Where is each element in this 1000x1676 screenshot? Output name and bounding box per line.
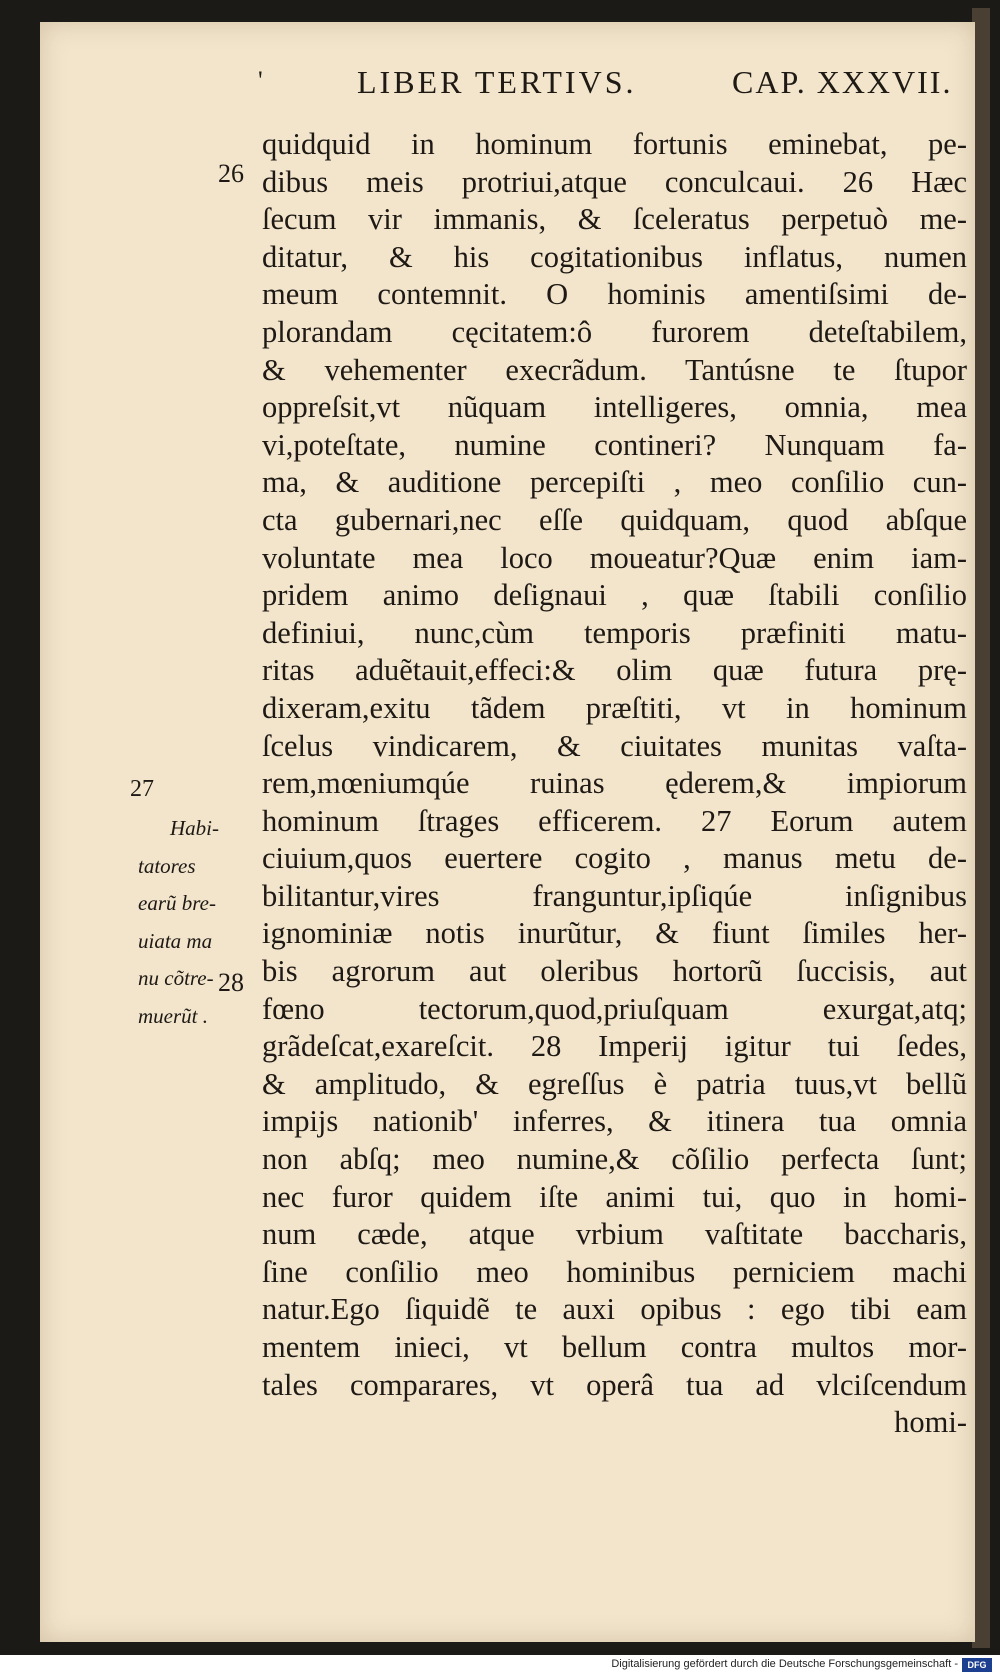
main-text-block xyxy=(262,126,967,1442)
text-line: nec furor quidem iſte animi tui, quo in homi- xyxy=(262,1179,967,1214)
gloss-line: muerũt . xyxy=(138,1003,208,1028)
gloss-line: Habi- xyxy=(170,816,219,840)
text-line: meum contemnit. O hominis amentiſsimi de- xyxy=(262,277,967,312)
text-line: grãdeſcat,exareſcit. 28 Imperij igitur tui ſedes, xyxy=(262,1029,967,1064)
gloss-line: uiata ma xyxy=(138,928,213,953)
text-line: pridem animo deſignaui , quæ ſtabili conſilio xyxy=(262,578,967,613)
funding-notice: Digitalisierung gefördert durch die Deutsche Forschungsgemeinschaft - xyxy=(611,1658,958,1670)
text-line: mentem inieci, vt bellum contra multos mor- xyxy=(262,1330,967,1364)
text-line: & vehementer execrãdum. Tantúsne te ſtupor xyxy=(262,352,967,387)
text-line: voluntate mea loco moueatur?Quæ enim iam- xyxy=(262,540,967,575)
text-line: bilitantur,vires franguntur,ipſiqúe inſignibus xyxy=(262,878,967,913)
text-line: num cæde, atque vrbium vaſtitate baccharis, xyxy=(262,1217,967,1252)
text-line: dixeram,exitu tãdem præſtiti, vt in hominum xyxy=(262,690,967,725)
text-line: rem,mœniumqúe ruinas ęderem,& impiorum xyxy=(262,766,967,801)
gloss-line: earũ bre- xyxy=(138,891,216,916)
text-line: quidquid in hominum fortunis eminebat, pe- xyxy=(262,127,967,161)
verse-number-28: 28 xyxy=(218,968,244,997)
text-line: ciuium,quos euertere cogito , manus metu de- xyxy=(262,841,967,876)
text-line: ditatur, & his cogitationibus inflatus, numen xyxy=(262,239,967,274)
text-line: ſcelus vindicarem, & ciuitates munitas vaſta- xyxy=(262,728,967,763)
gloss-verse-number-27: 27 xyxy=(130,776,154,802)
gloss-line: tatores xyxy=(138,853,196,878)
text-line: hominum ſtrages efficerem. 27 Eorum autem xyxy=(262,803,967,838)
text-line: cta gubernari,nec eſſe quidquam, quod abſque xyxy=(262,502,967,537)
catchword: homi- xyxy=(894,1405,967,1440)
text-line: ma, & auditione percepiſti , meo conſilio cun- xyxy=(262,465,967,500)
footer-bar xyxy=(0,1655,1000,1676)
gloss-line: nu cõtre- xyxy=(138,966,214,991)
header-title: LIBER TERTIVS. xyxy=(357,64,637,100)
running-header xyxy=(0,60,960,110)
chapter-number: CAP. XXXVII. xyxy=(732,64,953,100)
text-line: ritas aduẽtauit,effeci:& olim quæ futura prę- xyxy=(262,653,967,688)
header-mark: ' xyxy=(258,66,263,95)
verse-number-26: 26 xyxy=(218,159,244,188)
text-line: bis agrorum aut oleribus hortorũ ſuccisis, aut xyxy=(262,954,967,989)
text-line: & amplitudo, & egreſſus è patria tuus,vt bellũ xyxy=(262,1066,967,1101)
text-line: natur.Ego ſiquidẽ te auxi opibus : ego tibi eam xyxy=(262,1292,967,1327)
text-line: tales comparares, vt operâ tua ad vlciſcendum xyxy=(262,1367,967,1402)
text-line: dibus meis protriui,atque conculcaui. 26 Hæc xyxy=(262,164,967,199)
text-line: fœno tectorum,quod,priuſquam exurgat,atq; xyxy=(262,991,967,1026)
marginal-gloss xyxy=(138,810,258,1036)
text-line: plorandam cęcitatem:ô furorem deteſtabilem, xyxy=(262,314,967,349)
text-line: oppreſsit,vt nũquam intelligeres, omnia, mea xyxy=(262,390,967,425)
text-line: ſine conſilio meo hominibus perniciem machi xyxy=(262,1254,967,1289)
text-line: impijs nationib' inferres, & itinera tua omnia xyxy=(262,1104,967,1139)
dfg-logo: DFG xyxy=(962,1658,992,1672)
text-line: ignominiæ notis inurũtur, & fiunt ſimiles her- xyxy=(262,916,967,951)
text-line: ſecum vir immanis, & ſceleratus perpetuò me- xyxy=(262,202,967,237)
text-line: non abſq; meo numine,& cõſilio perfecta ſunt; xyxy=(262,1142,967,1177)
text-line: vi,poteſtate, numine contineri? Nunquam fa- xyxy=(262,427,967,462)
text-line: definiui, nunc,cùm temporis præfiniti matu- xyxy=(262,615,967,650)
